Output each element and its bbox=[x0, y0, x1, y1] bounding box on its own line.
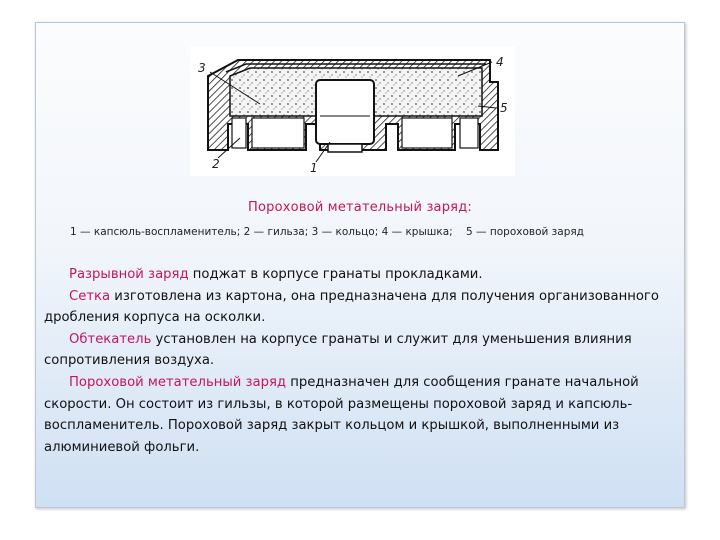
term-highlight: Обтекатель bbox=[69, 331, 152, 347]
figure-label-3: 3 bbox=[198, 61, 206, 75]
cross-section-drawing bbox=[190, 46, 515, 176]
charge-cross-section-figure bbox=[190, 46, 515, 176]
figure-label-4: 4 bbox=[496, 55, 504, 69]
legend-item-5: 5 — пороховой заряд bbox=[466, 226, 584, 238]
paragraph bbox=[44, 286, 669, 329]
figure-label-5: 5 bbox=[500, 101, 508, 115]
legend-item-1: 1 — капсюль-воспламенитель; bbox=[70, 226, 241, 238]
paragraph-text: поджат в корпусе гранаты прокладками. bbox=[188, 267, 483, 282]
figure-label-1: 1 bbox=[310, 161, 318, 175]
figure-label-2: 2 bbox=[212, 157, 220, 171]
paragraph-text: предназначен для сообщения гранате начальной скорости. Он состоит из гильзы, в которой размещены пороховой заряд и капсюль-воспламенитель. Пороховой заряд закрыт кольцом и крышкой, выполненными из алюминиевой фольги. bbox=[44, 374, 639, 455]
legend-item-4: 4 — крышка; bbox=[381, 226, 453, 238]
term-highlight: Пороховой метательный заряд bbox=[69, 374, 287, 390]
paragraph bbox=[44, 372, 669, 458]
description-text bbox=[44, 264, 669, 458]
paragraph bbox=[44, 264, 669, 286]
figure-legend bbox=[70, 226, 670, 238]
figure-caption-title: Пороховой метательный заряд: bbox=[248, 200, 472, 215]
legend-item-3: 3 — кольцо; bbox=[311, 226, 379, 238]
paragraph-text: изготовлена из картона, она предназначена для получения организованного дробления корпуса на осколки. bbox=[44, 288, 659, 326]
legend-item-2: 2 — гильза; bbox=[243, 226, 309, 238]
paragraph-text: установлен на корпусе гранаты и служит для уменьшения влияния сопротивления воздуха. bbox=[44, 331, 632, 369]
term-highlight: Сетка bbox=[69, 288, 111, 304]
igniter-shape bbox=[316, 80, 374, 144]
paragraph bbox=[44, 329, 669, 372]
term-highlight: Разрывной заряд bbox=[69, 267, 189, 282]
